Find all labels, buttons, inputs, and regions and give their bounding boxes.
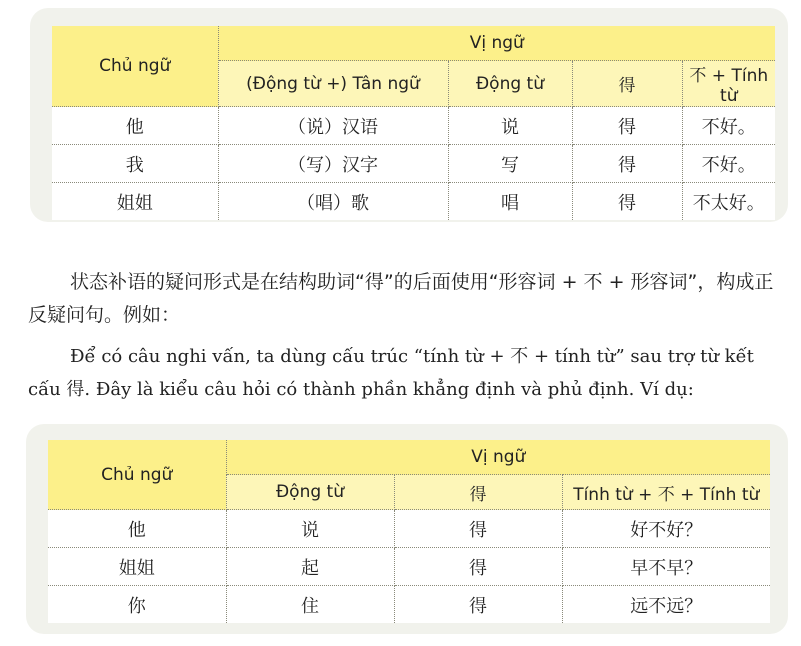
object-cell: （写）汉字: [218, 145, 448, 183]
verb-cell: 唱: [448, 183, 572, 221]
verb-cell: 住: [226, 586, 394, 624]
object-cell: （唱）歌: [218, 183, 448, 221]
object-cell: （说）汉语: [218, 107, 448, 145]
column-header-verb: Động từ: [448, 61, 572, 107]
de-cell: 得: [572, 145, 682, 183]
column-header-verb: Động từ: [226, 475, 394, 510]
subject-cell: 姐姐: [52, 183, 218, 221]
adjective-cell: 远不远？: [562, 586, 770, 624]
table-row: [48, 510, 770, 548]
verb-cell: 写: [448, 145, 572, 183]
verb-cell: 起: [226, 548, 394, 586]
table-row: [52, 183, 775, 221]
column-header-object: (Động từ +) Tân ngữ: [218, 61, 448, 107]
paragraph-vietnamese: Để có câu nghi vấn, ta dùng cấu trúc “tính từ + 不 + tính từ” sau trợ từ kết cấu 得. Đây là kiểu câu hỏi có thành phần khẳng định và phủ định. Ví dụ:: [28, 346, 754, 400]
verb-cell: 说: [226, 510, 394, 548]
subject-cell: 你: [48, 586, 226, 624]
de-cell: 得: [572, 107, 682, 145]
subject-cell: 姐姐: [48, 548, 226, 586]
de-cell: 得: [394, 548, 562, 586]
paragraph-chinese: 状态补语的疑问形式是在结构助词“得”的后面使用“形容词 + 不 + 形容词”，构成正反疑问句。例如：: [28, 271, 774, 326]
subject-cell: 他: [52, 107, 218, 145]
predicate-header: Vị ngữ: [218, 26, 775, 61]
de-cell: 得: [394, 510, 562, 548]
column-header-de: 得: [394, 475, 562, 510]
column-header-de: 得: [572, 61, 682, 107]
subject-cell: 我: [52, 145, 218, 183]
verb-cell: 说: [448, 107, 572, 145]
adjective-cell: 早不早？: [562, 548, 770, 586]
column-header-adjective-question: Tính từ + 不 + Tính từ: [562, 475, 770, 510]
de-cell: 得: [394, 586, 562, 624]
adjective-cell: 不太好。: [682, 183, 775, 221]
table-row: [52, 145, 775, 183]
predicate-header: Vị ngữ: [226, 440, 770, 475]
structure-table-negative: [52, 26, 775, 220]
table-row: [48, 586, 770, 624]
adjective-cell: 好不好？: [562, 510, 770, 548]
table-row: [48, 548, 770, 586]
adjective-cell: 不好。: [682, 107, 775, 145]
de-cell: 得: [572, 183, 682, 221]
subject-cell: 他: [48, 510, 226, 548]
adjective-cell: 不好。: [682, 145, 775, 183]
subject-header: Chủ ngữ: [52, 26, 218, 107]
table-row: [52, 107, 775, 145]
structure-table-question: [48, 440, 770, 623]
subject-header: Chủ ngữ: [48, 440, 226, 510]
column-header-adjective: 不 + Tính từ: [682, 61, 775, 107]
